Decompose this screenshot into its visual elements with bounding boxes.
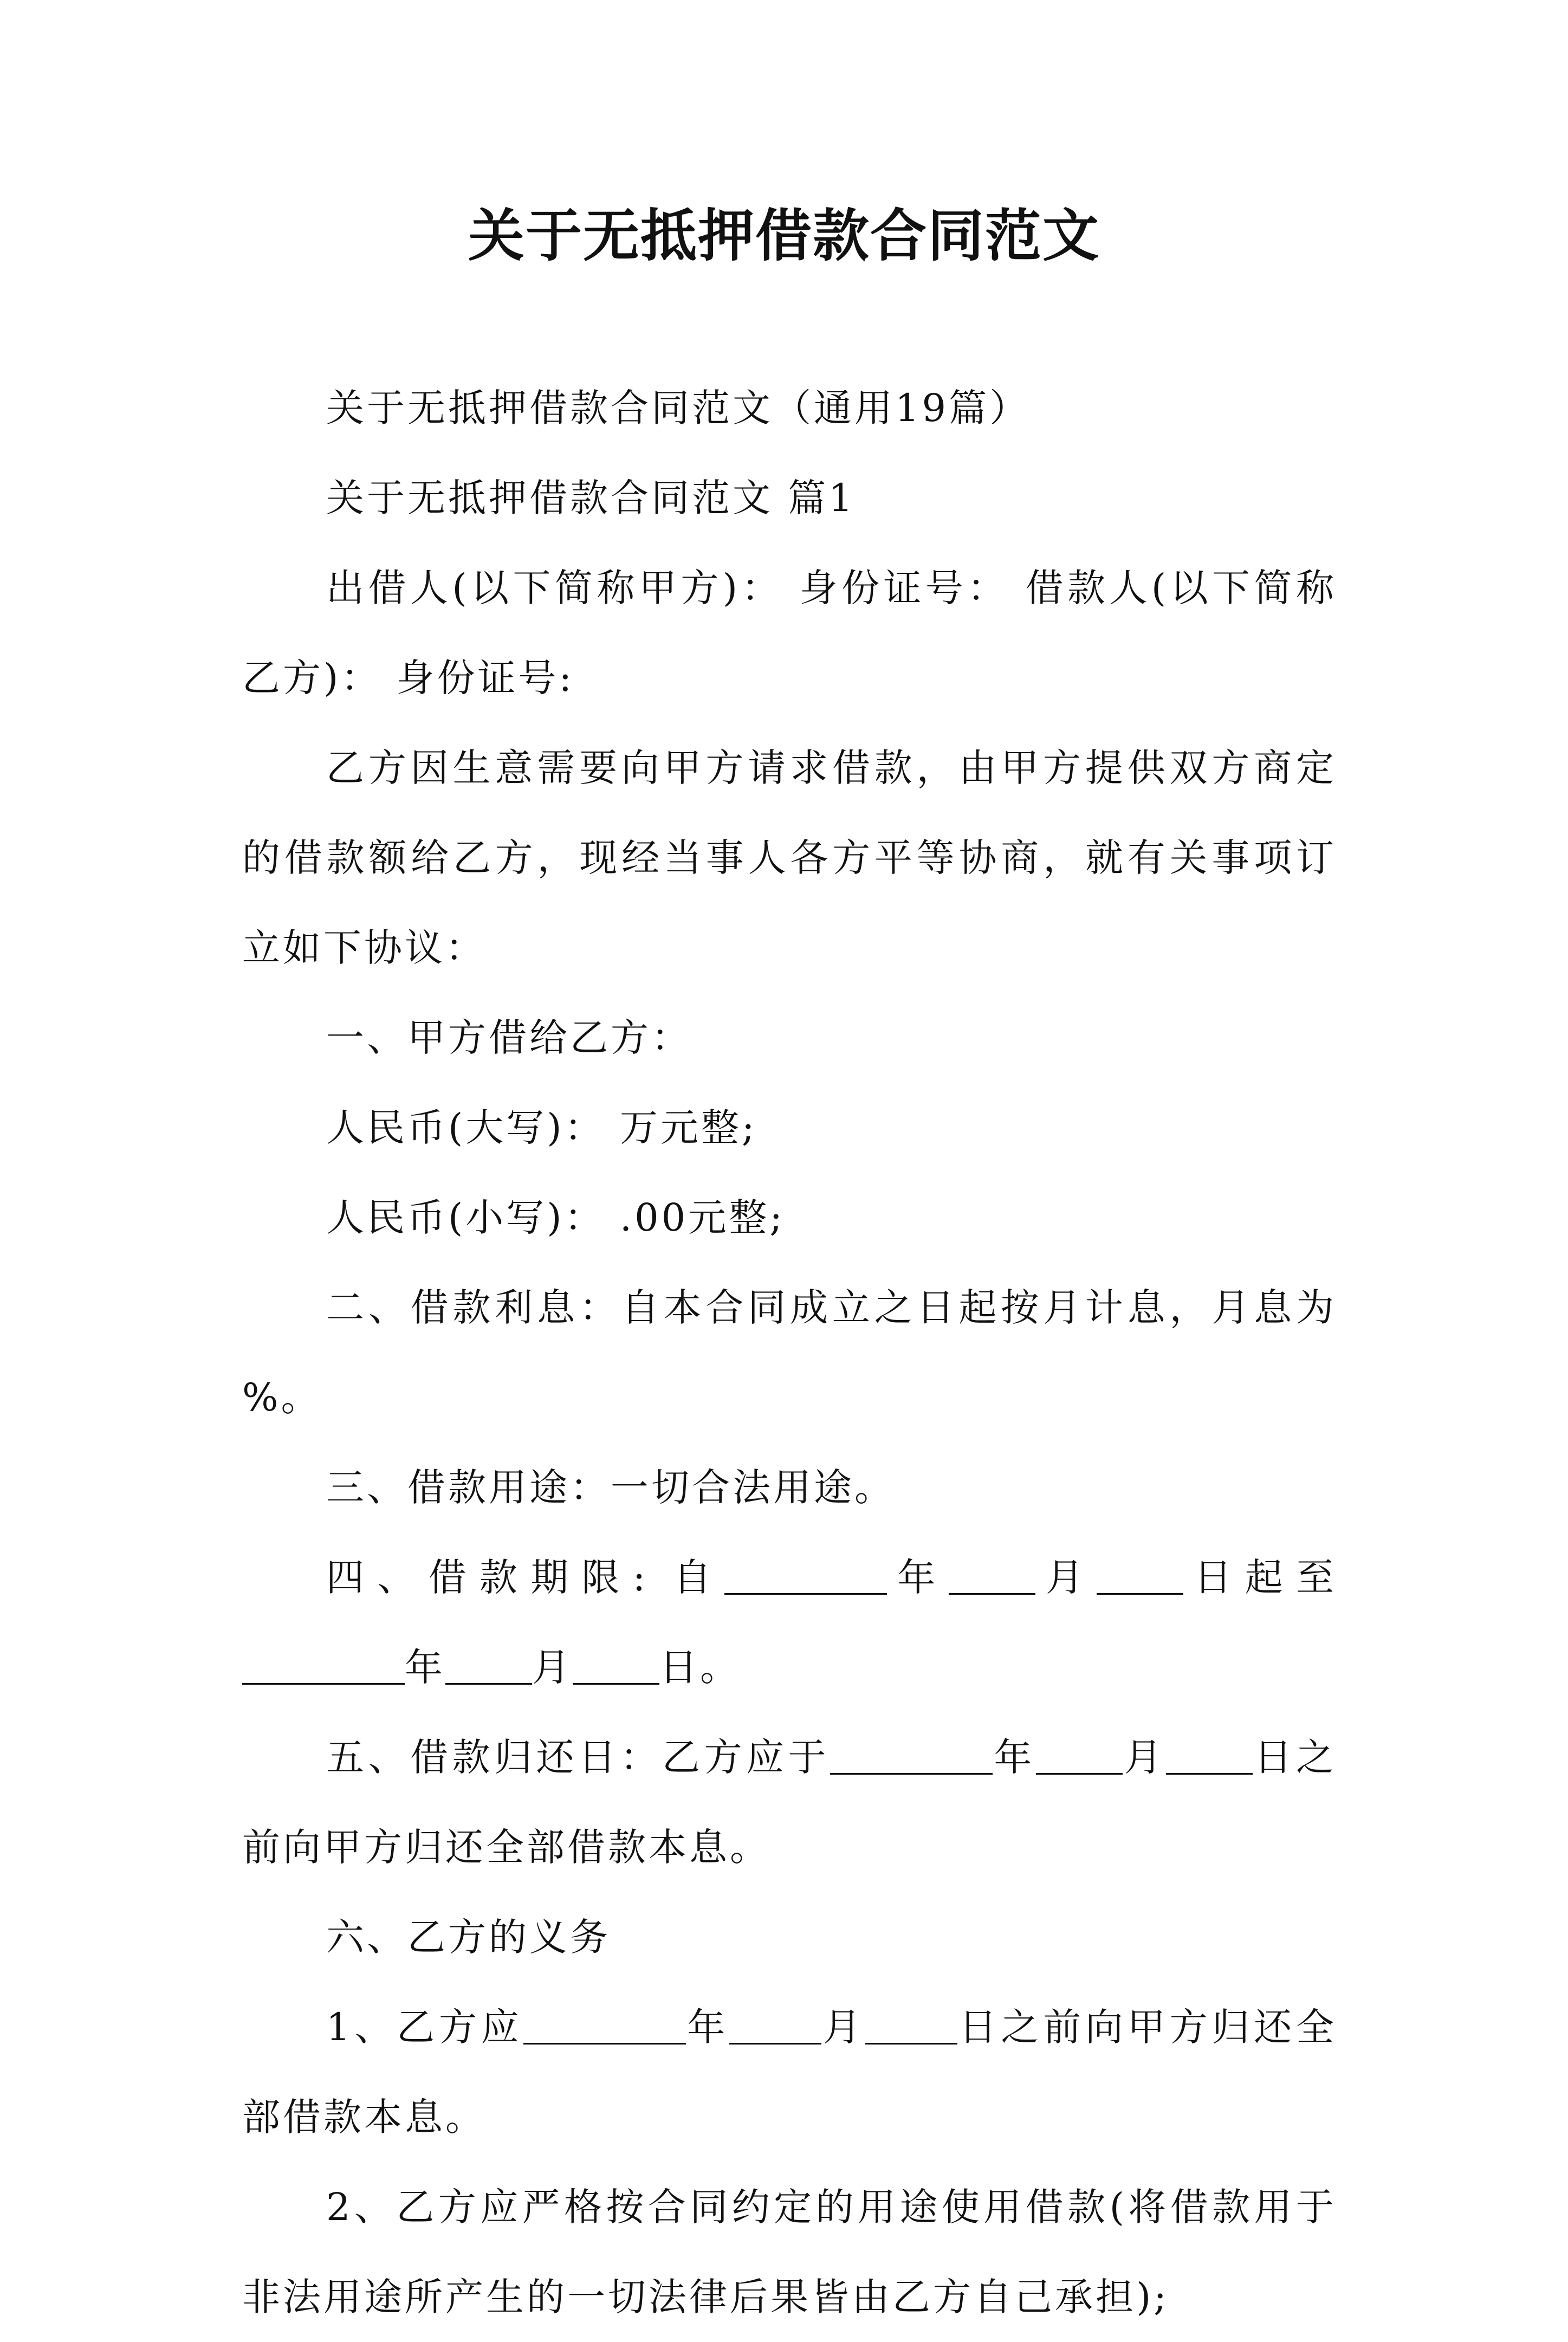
year-label: 年 <box>887 1555 949 1600</box>
obligation-1-lead: 1、乙方应 <box>326 2005 523 2049</box>
obligation-2: 2、乙方应严格按合同约定的用途使用借款(将借款用于非法用途所产生的一切法律后果皆由乙方自己承担); <box>242 2185 1337 2319</box>
repay-month-blank <box>1036 1735 1123 1775</box>
section-6-heading: 六、乙方的义务 <box>326 1915 611 1959</box>
section-5-lead: 五、借款归还日：乙方应于 <box>326 1735 830 1780</box>
amount-uppercase: 人民币(大写)： 万元整; <box>326 1105 757 1150</box>
month-label: 月 <box>1123 1735 1166 1780</box>
end-month-blank <box>445 1645 532 1685</box>
start-day-blank <box>1097 1555 1183 1595</box>
intro-paragraph: 乙方因生意需要向甲方请求借款，由甲方提供双方商定的借款额给乙方，现经当事人各方平等协商，就有关事项订立如下协议： <box>242 746 1337 970</box>
obligation-day-blank <box>865 2005 957 2045</box>
chapter-heading: 关于无抵押借款合同范文 篇1 <box>326 476 856 520</box>
start-month-blank <box>949 1555 1035 1595</box>
section-3-purpose: 三、借款用途：一切合法用途。 <box>326 1465 895 1510</box>
month-label: 月 <box>1035 1555 1097 1600</box>
obligation-1-tail: 日之前向甲方归还全部借款本息。 <box>242 2005 1337 2139</box>
year-label: 年 <box>685 2005 730 2049</box>
obligation-year-blank <box>523 2005 686 2045</box>
repay-year-blank <box>830 1735 993 1775</box>
section-1: 一、甲方借给乙方： <box>326 1015 692 1060</box>
start-year-blank <box>724 1555 887 1595</box>
section-2-interest: 二、借款利息：自本合同成立之日起按月计息，月息为 %。 <box>242 1285 1337 1420</box>
document-title: 关于无抵押借款合同范文 <box>468 202 1100 269</box>
amount-lowercase: 人民币(小写)： .00元整; <box>326 1195 785 1240</box>
end-year-blank <box>242 1645 405 1685</box>
day-end-label: 日。 <box>659 1645 741 1690</box>
section-5-repayment <box>242 1712 1337 1892</box>
parties-paragraph: 出借人(以下简称甲方)： 身份证号： 借款人(以下简称乙方)： 身份证号: <box>242 566 1337 700</box>
month-label: 月 <box>821 2005 865 2049</box>
section-5-tail: 日之前向甲方归还全部借款本息。 <box>242 1735 1337 1869</box>
year-label: 年 <box>405 1645 445 1690</box>
repay-day-blank <box>1166 1735 1253 1775</box>
year-label: 年 <box>993 1735 1036 1780</box>
subtitle-paragraph: 关于无抵押借款合同范文（通用19篇） <box>326 386 1031 430</box>
section-4-term <box>242 1532 1337 1712</box>
section-4-lead: 四、借款期限: 自 <box>326 1555 725 1600</box>
obligation-1 <box>242 1982 1337 2162</box>
from-to-label: 日起至 <box>1183 1555 1337 1600</box>
end-day-blank <box>573 1645 659 1685</box>
document-body <box>242 363 1337 2342</box>
obligation-month-blank <box>729 2005 821 2045</box>
month-label: 月 <box>532 1645 573 1690</box>
